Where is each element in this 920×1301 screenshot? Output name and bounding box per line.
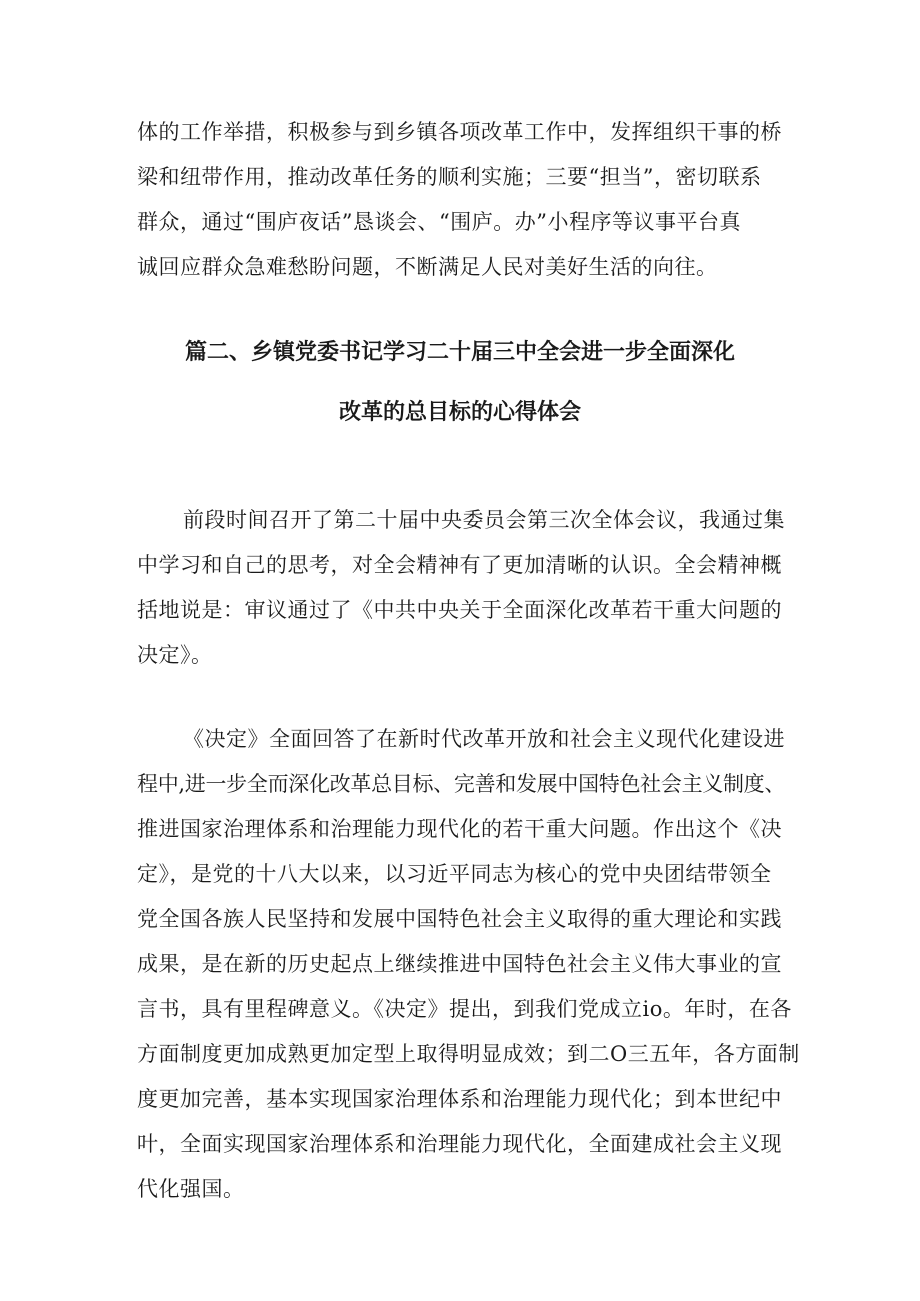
paragraph-line: 言书，具有里程碑意义。《决定》提出，到我们党成立io。年时，在各 — [137, 997, 792, 1021]
paragraph-line: 党全国各族人民坚持和发展中国特色社会主义取得的重大理论和实践 — [137, 907, 782, 931]
paragraph-line: 《决定》全面回答了在新时代改革开放和社会主义现代化建设进 — [183, 727, 785, 751]
paragraph-line: 度更加完善，基本实现国家治理体系和治理能力现代化；到本世纪中 — [137, 1087, 782, 1111]
paragraph-line: 梁和纽带作用，推动改革任务的顺利实施；三要“担当”，密切联系 — [137, 165, 762, 189]
section-title-line-1: 篇二、乡镇党委书记学习二十届三中全会进一步全面深化 — [184, 340, 735, 365]
paragraph-line: 代化强国。 — [137, 1177, 245, 1201]
paragraph-line: 程中,进一步全而深化改革总目标、完善和发展中国特色社会主义制度、 — [137, 772, 786, 796]
paragraph-line: 成果，是在新的历史起点上继续推进中国特色社会主义伟大事业的宣 — [137, 952, 782, 976]
paragraph-line: 推进国家治理体系和治理能力现代化的若干重大问题。作出这个《决 — [137, 817, 782, 841]
paragraph-line: 中学习和自己的思考，对全会精神有了更加清晰的认识。全会精神概 — [137, 553, 782, 577]
paragraph-line: 括地说是：审议通过了《中共中央关于全面深化改革若干重大问题的 — [137, 598, 782, 622]
section-title-line-2: 改革的总目标的心得体会 — [338, 400, 581, 425]
paragraph-line: 叶，全面实现国家治理体系和治理能力现代化，全面建成社会主义现 — [137, 1132, 782, 1156]
paragraph-line: 方面制度更加成熟更加定型上取得明显成效；到二O三五年，各方面制 — [137, 1042, 800, 1066]
paragraph-line: 前段时间召开了第二十届中央委员会第三次全体会议，我通过集 — [183, 508, 785, 532]
paragraph-line: 体的工作举措，积极参与到乡镇各项改革工作中，发挥组织干事的桥 — [137, 120, 782, 144]
paragraph-line: 群众，通过“围庐夜话”恳谈会、“围庐。办”小程序等议事平台真 — [137, 210, 741, 234]
paragraph-line: 诚回应群众急难愁盼问题，不断满足人民对美好生活的向往。 — [137, 255, 718, 279]
paragraph-line: 定》，是党的十八大以来，以习近平同志为核心的党中央团结带领全 — [137, 862, 772, 886]
paragraph-line: 决定》。 — [137, 643, 213, 667]
